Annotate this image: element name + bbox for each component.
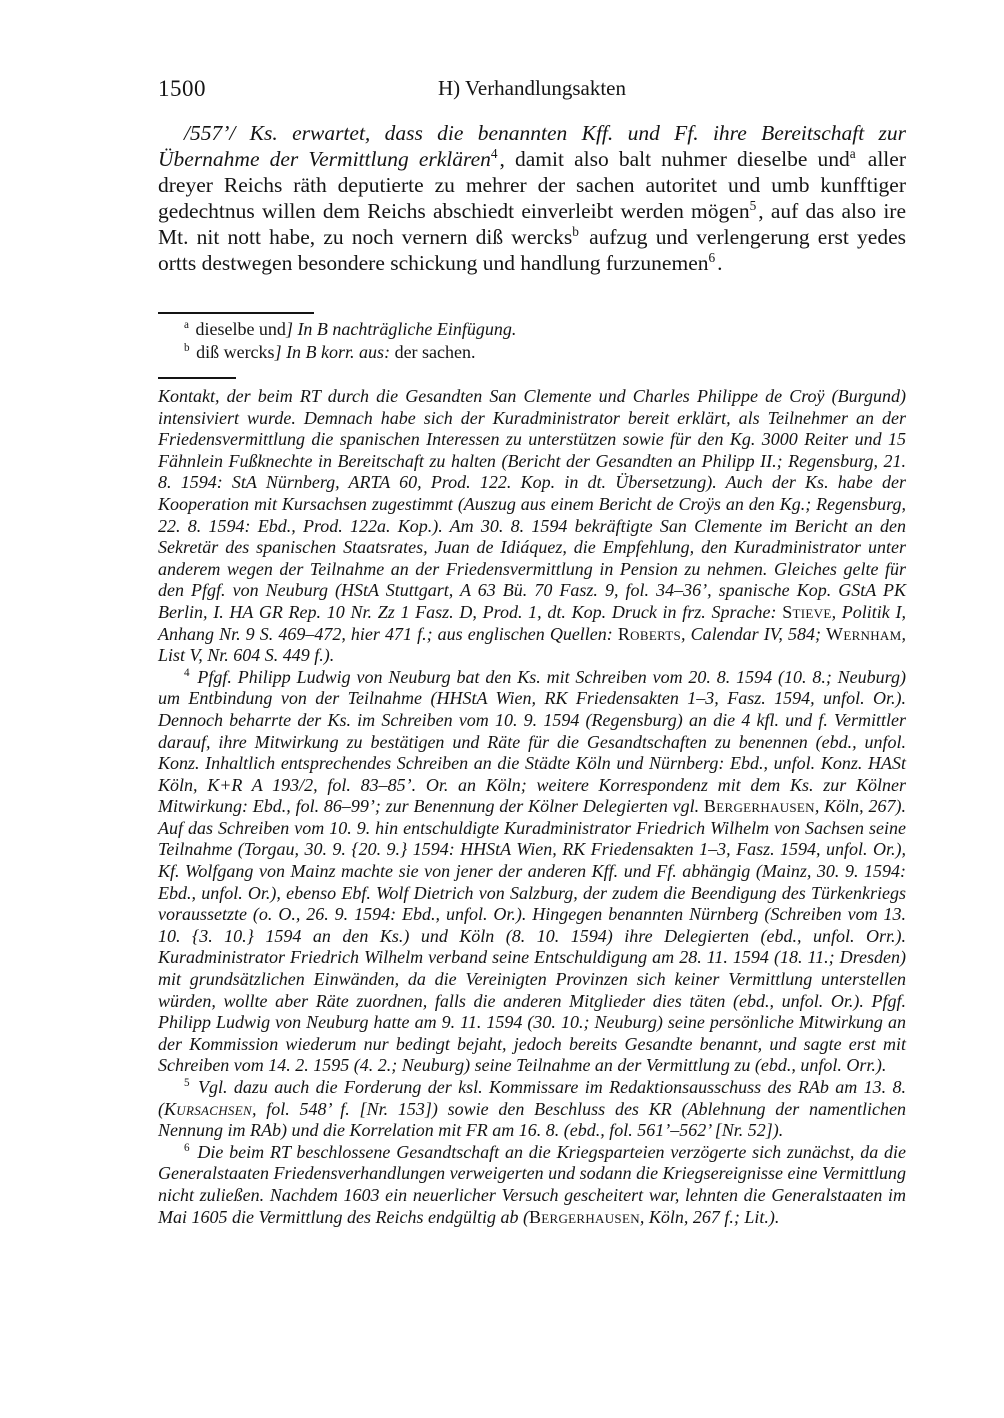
note-reference-mark: 6 — [184, 1141, 190, 1154]
critical-apparatus — [158, 318, 906, 364]
footnote-6 — [158, 1142, 906, 1228]
text-segment: , Politik I, Anhang Nr. 9 S. 469–472, hier 471 f.; aus englischen Quellen: — [158, 601, 907, 644]
text-segment: ] In B korr. aus: — [274, 342, 391, 362]
text-column — [158, 76, 906, 1228]
text-segment: , auf das also ire Mt. nit nott habe, zu noch vernern diß wercks — [158, 199, 907, 249]
note-reference-mark: b — [184, 342, 190, 354]
apparatus-separator-rule — [158, 312, 314, 314]
page-number: 1500 — [158, 76, 206, 101]
text-segment: der sachen. — [390, 342, 476, 362]
apparatus-entry-a — [158, 318, 906, 341]
note-reference-mark: b — [572, 223, 579, 239]
text-segment: ] In B nachträgliche Einfügung. — [285, 319, 517, 339]
note-reference-mark: 4 — [490, 145, 498, 161]
text-segment: Bergerhausen — [528, 1206, 640, 1227]
text-segment: Kontakt, der beim RT durch die Gesandten San Clemente und Charles Philippe de Croÿ (Burgund) intensiviert wurde. Demnach habe sich der Kuradministrator bereit erklärt, als Teilnehmer an der Friedensvermittlung die spanischen Interessen zu unterstützen sowie für den Kg. 3000 Reiter und 15 Fähnlein Fußknechte in Bereitschaft zu halten (Bericht der Gesandten an Philipp II.; Regensburg, 21. 8. 1594: StA Nürnberg, ARTA 60, Prod. 122. Kop. in dt. Übersetzung). Auch der Ks. habe der Kooperation mit Kursachsen zugestimmt (Auszug aus einem Bericht de Croÿs an den Kg.; Regensburg, 22. 8. 1594: Ebd., Prod. 122a. Kop.). Am 30. 8. 1594 bekräftigte San Clemente im Bericht an den Sekretär des spanischen Staatsrates, Juan de Idiáquez, die Empfehlung, den Kuradministrator unter anderem wegen der Teilnahme an der Friedensvermittlung in Pension zu nehmen. Gleiches gelte für den Pfgf. von Neuburg (HStA Stuttgart, A 63 Bü. 70 Fasz. 9, fol. 34–36’, spanische Kop. GStA PK Berlin, I. HA GR Rep. 10 Nr. Zz 1 Fasz. D, Prod. 1, dt. Kop. Druck in frz. Sprache: — [158, 386, 906, 622]
text-segment: aufzug und verlengerung erst yedes ortts destwegen besondere schickung und handlung furzunemen — [158, 225, 906, 275]
text-segment: Pfgf. Philipp Ludwig von Neuburg bat den Ks. mit Schreiben vom 20. 8. 1594 (10. 8.; Neuburg) um Entbindung von der Teilnahme (HHStA Wien, RK Friedensakten 1–3, Fasz. 1594, unfol. Or.). Dennoch beharrte der Ks. im Schreiben vom 10. 9. 1594 (Regensburg) an die 4 kfl. und f. Vermittler darauf, ihre Mitwirkung zu bestätigen und Räte für die Gesandtschaften zu benennen (ebd., unfol. Konz. Inhaltlich entsprechendes Schreiben an die Städte Köln und Nürnberg: Ebd., unfol. Konz. HASt Köln, K+R A 193/2, fol. 83–85’. Or. an Köln; weitere Korrespondenz mit dem Ks. zur Kölner Mitwirkung: Ebd., fol. 86–99’; zur Benennung der Kölner Delegierten vgl. — [158, 666, 906, 817]
footnote-continuation — [158, 386, 906, 667]
text-segment: , Köln, 267). Auf das Schreiben vom 10. 9. hin entschuldigte Kuradministrator Friedrich Wilhelm von Sachsen seine Teilnahme (Torgau, 30. 9. {20. 9.} 1594: HHStA Wien, RK Friedensakten 1–3, Fasz. 1594, unfol. Or.), Kf. Wolfgang von Mainz machte sie von jener der anderen Kff. und Ff. abhängig (Mainz, 30. 9. 1594: Ebd., unfol. Or.), ebenso Ebf. Wolf Dietrich von Salzburg, der zudem die Beendigung des Türkenkriegs voraussetzte (o. O., 26. 9. 1594: Ebd., unfol. Or.). Hingegen benannten Nürnberg (Schreiben vom 13. 10. {3. 10.} 1594 an den Ks.) und Köln (8. 10. 1594) ihre Delegierten (ebd., unfol. Orr.). Kuradministrator Friedrich Wilhelm verband seine Entschuldigung am 28. 11. 1594 (18. 11.; Dresden) mit grundsätzlichen Einwänden, da die Vereinigten Provinzen sich keiner Vermittlung unterstellen würden, wollte aber Räte zuordnen, falls die anderen Mitglieder dies täten (ebd., unfol. Or.). Pfgf. Philipp Ludwig von Neuburg hatte am 9. 11. 1594 (30. 10.; Neuburg) seine persönliche Mitwirkung an der Kommission wiederum nur bedingt bejaht, jedoch bereits Gesandte benannt, und sagte erst mit Schreiben vom 14. 2. 1595 (4. 2.; Neuburg) seine Teilnahme an der Vermittlung zu (ebd., unfol. Orr.). — [158, 796, 906, 1076]
note-reference-mark: 5 — [749, 197, 757, 213]
running-head-title: H) Verhandlungsakten — [438, 76, 626, 100]
text-segment: , Calendar IV, 584; — [681, 623, 827, 644]
text-segment: , fol. 548’ f. [Nr. 153]) sowie den Beschluss des KR (Ablehnung der namentlichen Nennung im RAb) und die Korrelation mit FR am 16. 8. (ebd., fol. 561’–562’ [Nr. 52]). — [158, 1098, 906, 1141]
text-segment: diß wercks — [191, 342, 275, 362]
running-head — [158, 76, 906, 108]
note-reference-mark: 6 — [708, 249, 716, 265]
text-segment: , List V, Nr. 604 S. 449 f.). — [158, 623, 906, 666]
text-segment: Stieve — [782, 601, 832, 622]
text-segment: Bergerhausen — [703, 796, 815, 817]
text-segment: Wernham — [826, 623, 902, 644]
note-reference-mark: 5 — [184, 1077, 190, 1089]
footnote-block — [158, 386, 906, 1228]
text-segment: Vgl. dazu auch die Forderung der ksl. Kommissare im Redaktionsausschuss des RAb am 13. 8. ( — [158, 1077, 906, 1119]
footnote-4 — [158, 667, 906, 1077]
main-text-paragraph — [158, 120, 906, 276]
note-reference-mark: a — [849, 145, 856, 161]
text-segment: . — [717, 251, 723, 275]
text-segment: /557’/ Ks. erwartet, dass die benannten Kff. und Ff. ihre Bereitschaft zur Übernahme der Vermittlung erklären — [158, 121, 906, 171]
text-segment: dieselbe und — [190, 319, 286, 339]
note-reference-mark: a — [184, 319, 189, 331]
apparatus-entry-b — [158, 341, 906, 364]
text-segment: , damit also balt nuhmer dieselbe und — [499, 147, 850, 171]
footnote-separator-rule — [158, 377, 236, 379]
text-segment: aller dreyer Reichs räth deputierte zu mehrer der sachen autoritet und umb kunfftiger gedechtnus willen dem Reichs abschiedt einverleibt werden mögen — [158, 147, 906, 223]
footnote-5 — [158, 1077, 906, 1142]
text-segment: Roberts — [617, 623, 682, 644]
text-segment: , Köln, 267 f.; Lit.). — [639, 1206, 780, 1227]
text-segment: Die beim RT beschlossene Gesandtschaft an die Kriegsparteien verzögerte sich zunächst, da die Generalstaaten Friedensverhandlungen verweigerten und sodann die Kriegsereignisse eine Vermittlung nicht zuließen. Nachdem 1603 ein neuerlicher Versuch gescheitert war, lehnten die Generalstaaten im Mai 1605 die Vermittlung des Reichs endgültig ab ( — [158, 1141, 906, 1227]
note-reference-mark: 4 — [184, 666, 190, 679]
text-segment: Kursachsen — [164, 1098, 252, 1119]
